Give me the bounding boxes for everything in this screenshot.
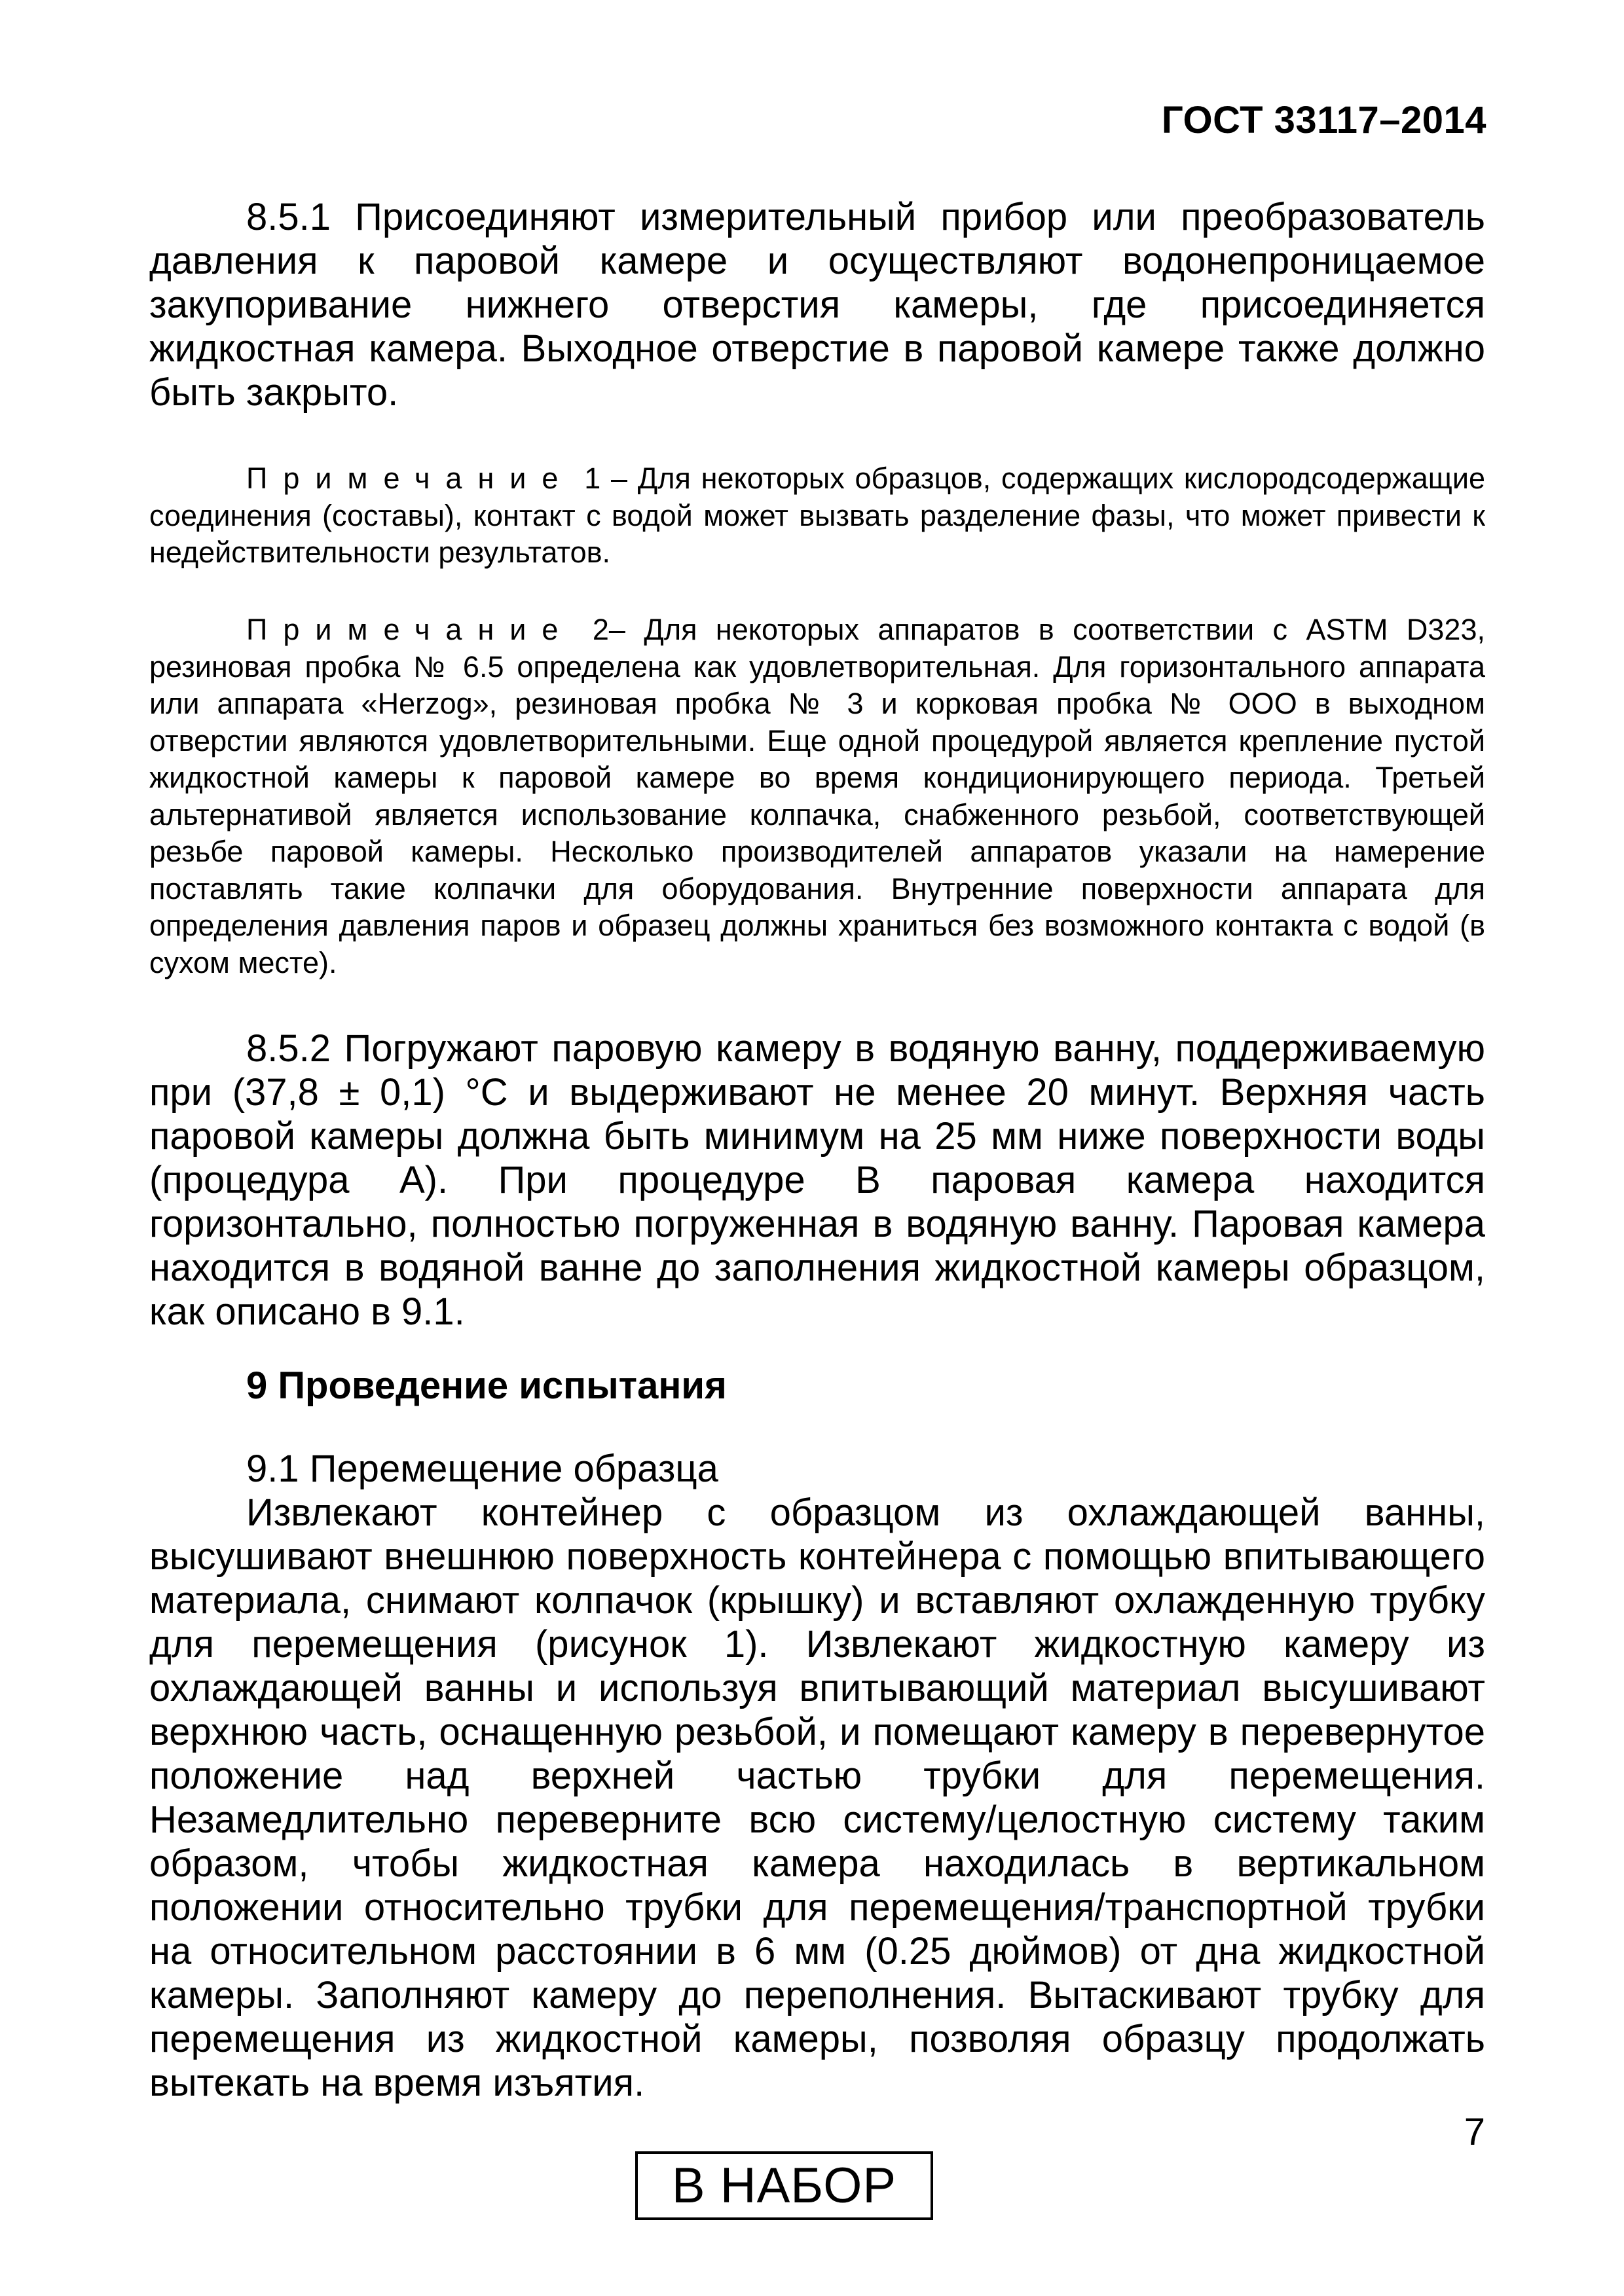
note-2-label: Примечание — [246, 613, 574, 646]
stamp-box: В НАБОР — [635, 2151, 933, 2220]
document-header: ГОСТ 33117–2014 — [1161, 99, 1486, 141]
note-1 — [149, 460, 1485, 572]
paragraph-8-5-2: 8.5.2 Погружают паровую камеру в водяную ванну, поддерживаемую при (37,8 ± 0,1) °С и выдерживают не менее 20 минут. Верхняя часть паровой камеры должна быть минимум на 25 мм ниже поверхности воды (процедура А). При процедуре В паровая камера находится горизонтально, полностью погруженная в водяную ванну. Паровая камера находится в водяной ванне до заполнения жидкостной камеры образцом, как описано в 9.1. — [149, 1027, 1485, 1333]
paragraph-8-5-1: 8.5.1 Присоединяют измерительный прибор или преобразователь давления к паровой камере и осуществляют водонепроницаемое закупоривание нижнего отверстия камеры, где присоединяется жидкостная камера. Выходное отверстие в паровой камере также должно быть закрыто. — [149, 196, 1485, 414]
note-2 — [149, 611, 1485, 981]
page-number: 7 — [1464, 2111, 1485, 2153]
section-heading-9: 9 Проведение испытания — [246, 1364, 727, 1407]
note-1-label: Примечание — [246, 462, 574, 495]
paragraph-9-1: Извлекают контейнер с образцом из охлаждающей ванны, высушивают внешнюю поверхность контейнера с помощью впитывающего материала, снимают колпачок (крышку) и вставляют охлажденную трубку для перемещения (рисунок 1). Извлекают жидкостную камеру из охлаждающей ванны и используя впитывающий материал высушивают верхнюю часть, оснащенную резьбой, и помещают камеру в перевернутое положение над верхней частью трубки для перемещения. Незамедлительно переверните всю систему/целостную систему таким образом, чтобы жидкостная камера находилась в вертикальном положении относительно трубки для перемещения/транспортной трубки на относительном расстоянии в 6 мм (0.25 дюймов) от дна жидкостной камеры. Заполняют камеру до переполнения. Вытаскивают трубку для перемещения из жидкостной камеры, позволяя образцу продолжать вытекать на время изъятия. — [149, 1491, 1485, 2104]
subsection-heading-9-1: 9.1 Перемещение образца — [246, 1448, 718, 1490]
note-2-text: 2– Для некоторых аппаратов в соответствии с ASTM D323, резиновая пробка № 6.5 определена как удовлетворительная. Для горизонтального аппарата или аппарата «Herzog», резиновая пробка № 3 и корковая пробка № OOO в выходном отверстии являются удовлетворительными. Еще одной процедурой является крепление пустой жидкостной камеры к паровой камере во время кондиционирующего периода. Третьей альтернативой является использование колпачка, снабженного резьбой, соответствующей резьбе паровой камеры. Несколько производителей аппаратов указали на намерение поставлять такие колпачки для оборудования. Внутренние поверхности аппарата для определения давления паров и образец должны храниться без возможного контакта с водой (в сухом месте). — [149, 613, 1485, 979]
note-1-text: 1 – Для некоторых образцов, содержащих кислородсодержащие соединения (составы), контакт с водой может вызвать разделение фазы, что может привести к недействительности результатов. — [149, 462, 1485, 569]
